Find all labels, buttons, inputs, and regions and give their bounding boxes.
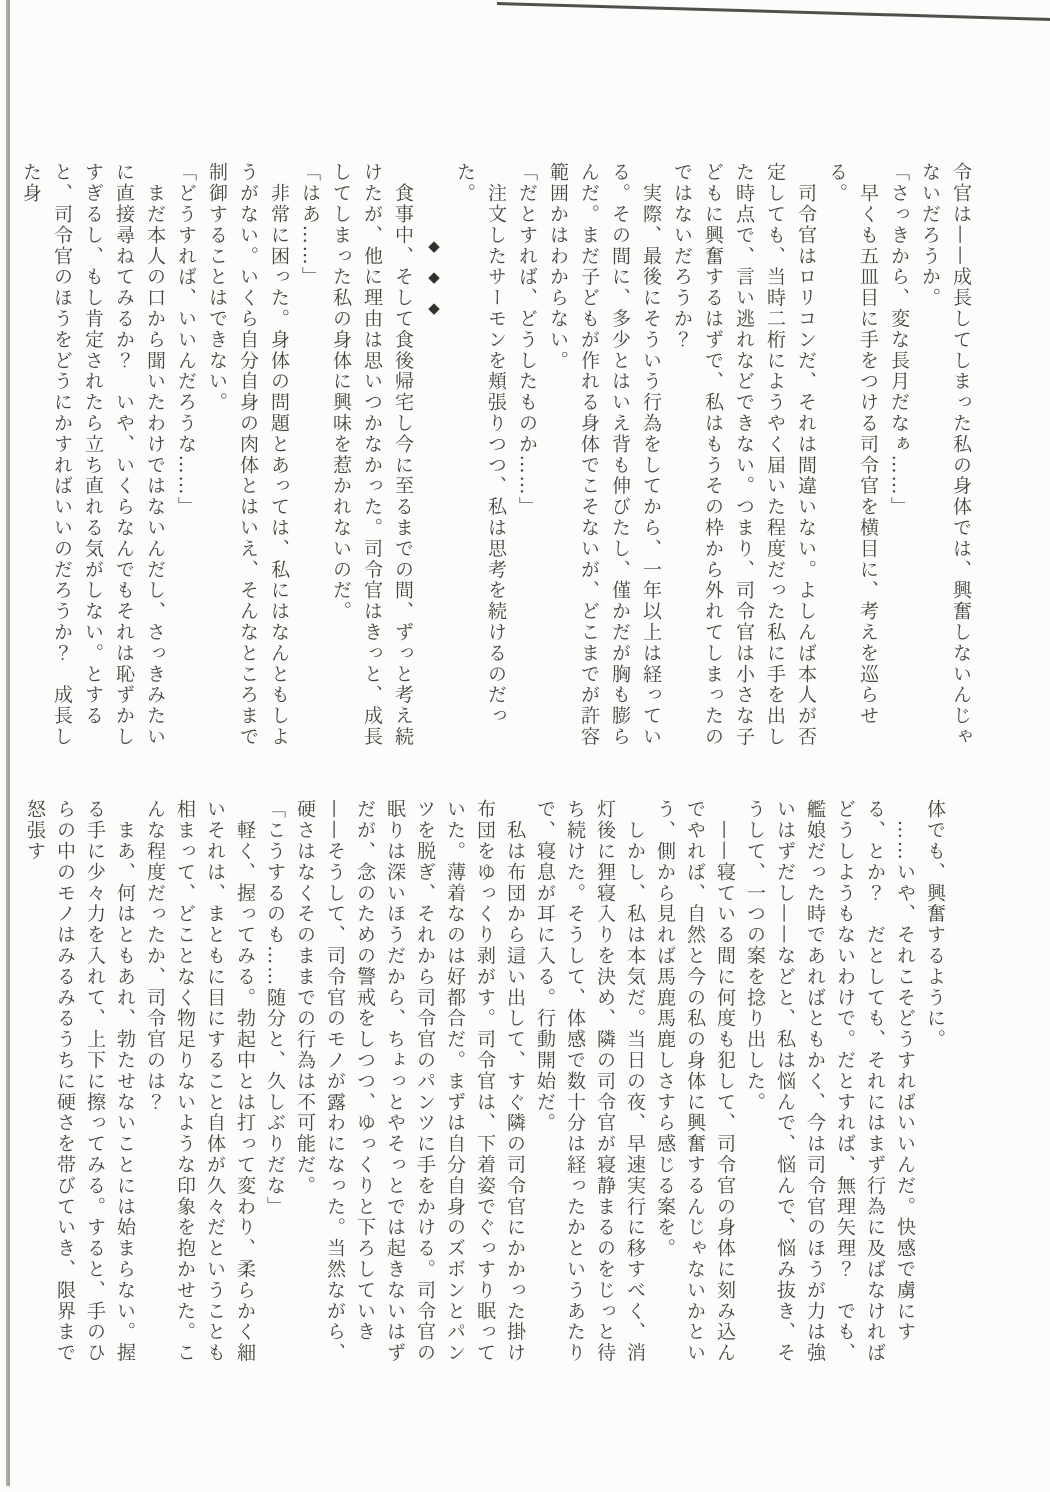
paragraph: 軽く、握ってみる。勃起中とは打って変わり、柔らかく細いそれは、まともに目にすること自体が久々だということも相まって、どことなく物足りないような印象を抱かせた。こんな程度だったか、司令官のは？	[144, 799, 256, 1364]
paragraph: ——寝ている間に何度も犯して、司令官の身体に刻み込んでやれば、自然と今の私の身体に興奮するんじゃないかという、側から見れば馬鹿馬鹿しさすら感じる案を。	[654, 799, 736, 1364]
paragraph: 「はあ……」	[299, 162, 321, 288]
page-edge-line	[497, 2, 1050, 21]
top-text-block	[15, 162, 976, 750]
diamond-divider-icon: ◆◆◆	[425, 237, 443, 330]
paragraph: 体でも、興奮するように。	[924, 799, 946, 1050]
paragraph: 「こうするのも……随分と、久しぶりだな」	[264, 799, 286, 1217]
paragraph: まあ、何はともあれ、勃たせないことには始まらない。握る手に少々力を入れて、上下に擦ってみる。すると、手のひらの中のモノはみるみるうちに硬さを帯びていき、限界まで怒張す	[24, 799, 136, 1364]
paragraph: 司令官はロリコンだ、それは間違いない。よしんば本人が否定しても、当時二桁にようやく届いた程度だった私に手を出した時点で、言い逃れなどできない。つまり、司令官は小さな子どもに興奮するはずで、私はもうその枠から外れてしまったのではないだろうか？	[671, 162, 817, 748]
paragraph: まだ本人の口から聞いたわけではないんだし、さっきみたいに直接尋ねてみるか？ いや、いくらなんでもそれは恥ずかしすぎるし、もし肯定されたら立ち直れる気がしない。とすると、司令官のほうをどうにかすればいいのだろうか？ 成長した身	[20, 162, 166, 748]
paragraph: 私は布団から這い出して、すぐ隣の司令官にかかった掛け布団をゆっくり剥がす。司令官は、下着姿でぐっすり眠っていた。薄着なのは好都合だ。まずは自分自身のズボンとパンツを脱ぎ、それから司令官のパンツに手をかける。司令官の眠りは深いほうだから、ちょっとやそっとでは起きないはずだが、念のための警戒をしつつ、ゆっくりと下ろしていき——そうして、司令官のモノが露わになった。当然ながら、硬さはなくそのままでの行為は不可能だ。	[294, 799, 526, 1364]
paragraph: 「だとすれば、どうしたものか……」	[516, 162, 538, 518]
paragraph: 「どうすれば、いいんだろうな……」	[175, 162, 197, 518]
paragraph: 令官は——成長してしまった私の身体では、興奮しないんじゃないだろうか。	[919, 162, 972, 748]
paragraph: 注文したサーモンを頬張りつつ、私は思考を続けるのだった。	[454, 162, 507, 727]
paragraph: 早くも五皿目に手をつける司令官を横目に、考えを巡らせる。	[826, 162, 879, 727]
paragraph: 実際、最後にそういう行為をしてから、一年以上は経っている。その間に、多少とはいえ背も伸びたし、僅かだが胸も膨らんだ。まだ子どもが作れる身体でこそないが、どこまでが許容範囲かはわからない。	[547, 162, 662, 748]
paragraph: ……いや、それこそどうすればいいんだ。快感で虜にする、とか？ だとしても、それにはまず行為に及ばなければどうしようもないわけで。だとすれば、無理矢理？ でも、艦娘だった時であればともかく、今は司令官のほうが力は強いはずだし——などと、私は悩んで、悩んで、悩み抜き、そうして、一つの案を捻り出した。	[744, 799, 916, 1364]
paragraph: しかし、私は本気だ。当日の夜、早速実行に移すべく、消灯後に狸寝入りを決め、隣の司令官が寝静まるのをじっと待ち続けた。そうして、体感で数十分は経ったかというあたりで、寝息が耳に入る。行動開始だ。	[534, 799, 646, 1364]
paragraph: 食事中、そして食後帰宅し今に至るまでの間、ずっと考え続けたが、他に理由は思いつかなかった。司令官はきっと、成長してしまった私の身体に興味を惹かれないのだ。	[330, 162, 414, 748]
bottom-text-block	[20, 799, 950, 1367]
paragraph: 非常に困った。身体の問題とあっては、私にはなんともしようがない。いくら自分自身の肉体とはいえ、そんなところまで制御することはできない。	[206, 162, 290, 748]
paragraph: 「さっきから、変な長月だなぁ……」	[888, 162, 910, 518]
spine-shadow-line	[6, 0, 10, 1486]
